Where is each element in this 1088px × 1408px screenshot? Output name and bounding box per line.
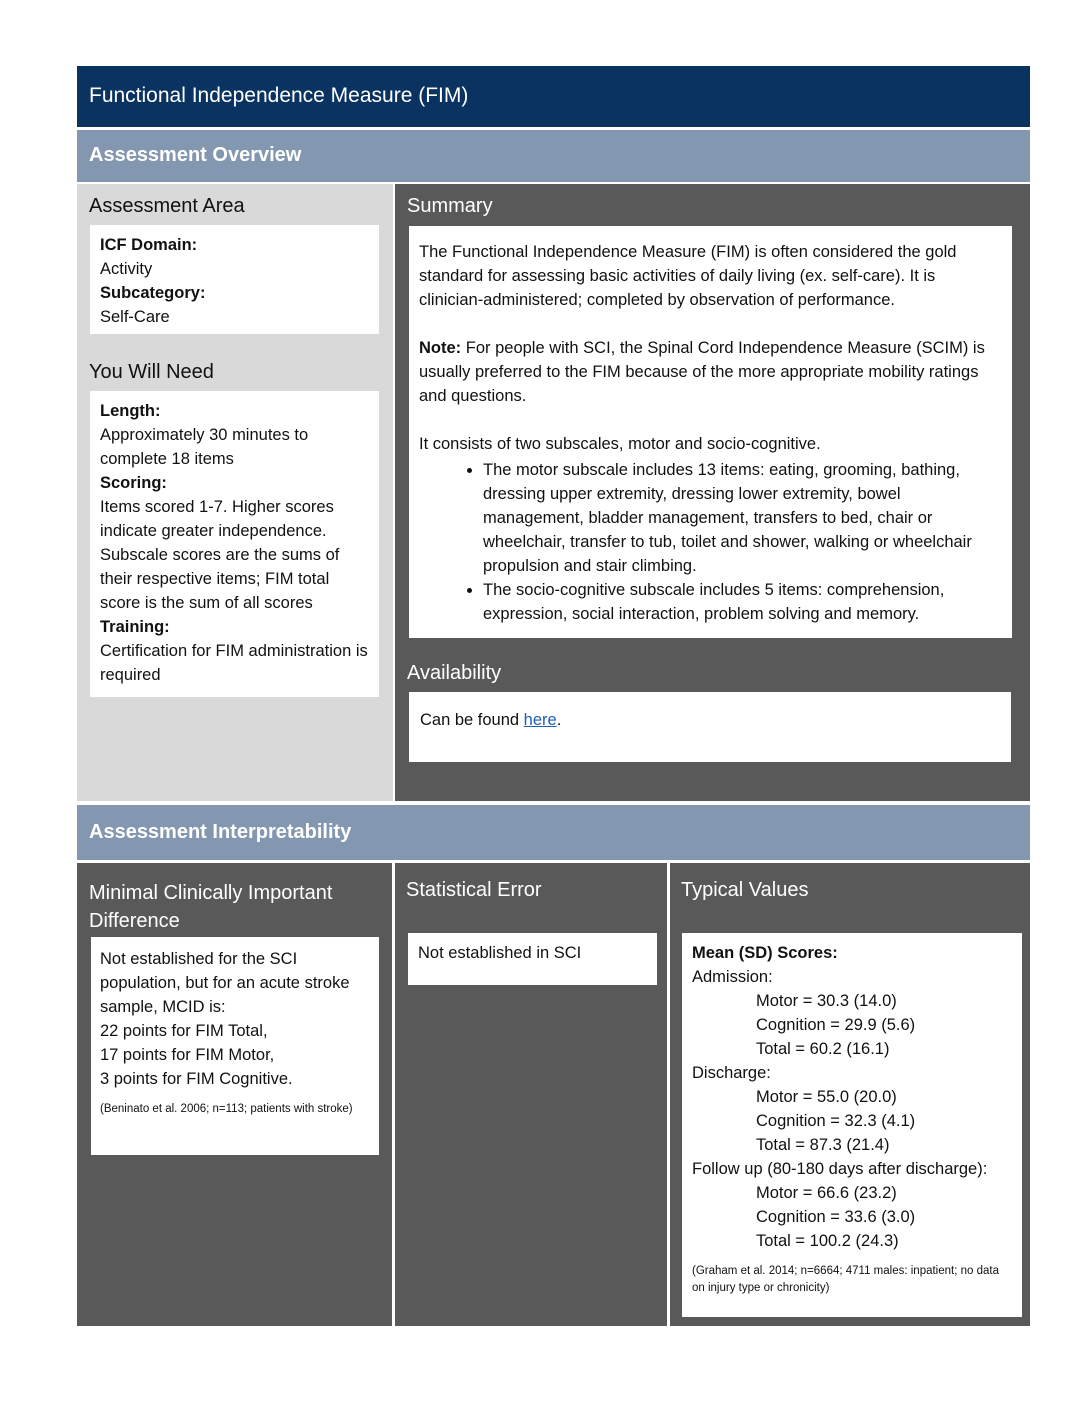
page-title: Functional Independence Measure (FIM) — [77, 66, 1030, 127]
stat-error-card — [408, 933, 657, 985]
followup-label: Follow up (80-180 days after discharge): — [692, 1160, 988, 1178]
icf-domain-value: Activity — [100, 260, 153, 278]
availability-end: . — [556, 711, 562, 729]
mcid-line: 17 points for FIM Motor, — [100, 1046, 275, 1064]
assessment-area-heading: Assessment Area — [89, 195, 245, 217]
typical-values-card — [682, 933, 1022, 1317]
typical-values-heading: Typical Values — [681, 879, 809, 901]
icf-domain-label: ICF Domain: — [100, 236, 198, 254]
admission-label: Admission: — [692, 968, 773, 986]
summary-heading: Summary — [407, 195, 493, 217]
admission-value: Total = 60.2 (16.1) — [756, 1040, 890, 1058]
mcid-line: Not established for the SCI population, but for an acute stroke sample, MCID is: — [100, 950, 350, 1016]
assessment-area-card — [90, 225, 379, 334]
summary-card — [409, 226, 1012, 638]
stat-error-heading: Statistical Error — [406, 879, 542, 901]
subscales-intro: It consists of two subscales, motor and socio-cognitive. — [419, 435, 821, 453]
discharge-value: Motor = 55.0 (20.0) — [756, 1088, 897, 1106]
availability-card — [409, 692, 1011, 762]
length-label: Length: — [100, 402, 161, 420]
stat-error-text: Not established in SCI — [418, 944, 582, 962]
mcid-heading: Minimal Clinically Important Difference — [89, 882, 333, 932]
followup-value: Cognition = 33.6 (3.0) — [756, 1208, 916, 1226]
training-label: Training: — [100, 618, 170, 636]
mcid-reference: (Beninato et al. 2006; n=113; patients with stroke) — [100, 1103, 353, 1115]
list-item: • The socio-cognitive subscale includes 5 items: comprehension, expression, social interaction, problem solving and memory. — [483, 578, 1002, 626]
scoring-label: Scoring: — [100, 474, 167, 492]
typical-values-reference: (Graham et al. 2014; n=6664; 4711 males: inpatient; no data on injury type or chronicity) — [692, 1265, 999, 1294]
length-value: Approximately 30 minutes to complete 18 items — [100, 426, 309, 468]
admission-value: Cognition = 29.9 (5.6) — [756, 1016, 916, 1034]
note-label: Note: — [419, 339, 462, 357]
assessment-overview-heading: Assessment Overview — [77, 130, 1030, 182]
you-will-need-heading: You Will Need — [89, 361, 214, 383]
availability-link[interactable]: here — [523, 711, 557, 729]
list-item: • The motor subscale includes 13 items: eating, grooming, bathing, dressing upper extremity, dressing lower extremity, bowel management, bladder management, transfers to bed, chair or wheelchair, transfer to tub, toilet and shower, walking or wheelchair propulsion and stair climbing. — [483, 458, 1002, 578]
you-will-need-card — [90, 391, 379, 697]
summary-note — [419, 336, 1002, 408]
discharge-value: Cognition = 32.3 (4.1) — [756, 1112, 916, 1130]
availability-heading: Availability — [407, 662, 502, 684]
discharge-label: Discharge: — [692, 1064, 771, 1082]
followup-value: Total = 100.2 (24.3) — [756, 1232, 899, 1250]
scoring-value: Items scored 1-7. Higher scores indicate greater independence. Subscale scores are the sums of their respective items; FIM total score is the sum of all scores — [100, 498, 340, 612]
subcategory-label: Subcategory: — [100, 284, 206, 302]
admission-value: Motor = 30.3 (14.0) — [756, 992, 897, 1010]
mcid-line: 22 points for FIM Total, — [100, 1022, 268, 1040]
summary-paragraph: The Functional Independence Measure (FIM) is often considered the gold standard for assessing basic activities of daily living (ex. self-care). It is clinician-administered; completed by observation of performance. — [419, 243, 957, 309]
availability-text: Can be found — [420, 711, 524, 729]
note-text: For people with SCI, the Spinal Cord Independence Measure (SCIM) is usually preferred to the FIM because of the more appropriate mobility ratings and questions. — [419, 339, 985, 405]
subscale-list — [419, 458, 1002, 626]
subcategory-value: Self-Care — [100, 308, 170, 326]
training-value: Certification for FIM administration is required — [100, 642, 368, 684]
followup-value: Motor = 66.6 (23.2) — [756, 1184, 897, 1202]
mcid-line: 3 points for FIM Cognitive. — [100, 1070, 293, 1088]
mean-sd-title: Mean (SD) Scores: — [692, 944, 838, 962]
discharge-value: Total = 87.3 (21.4) — [756, 1136, 890, 1154]
assessment-interpretability-heading: Assessment Interpretability — [77, 805, 1030, 860]
mcid-card — [91, 937, 379, 1155]
